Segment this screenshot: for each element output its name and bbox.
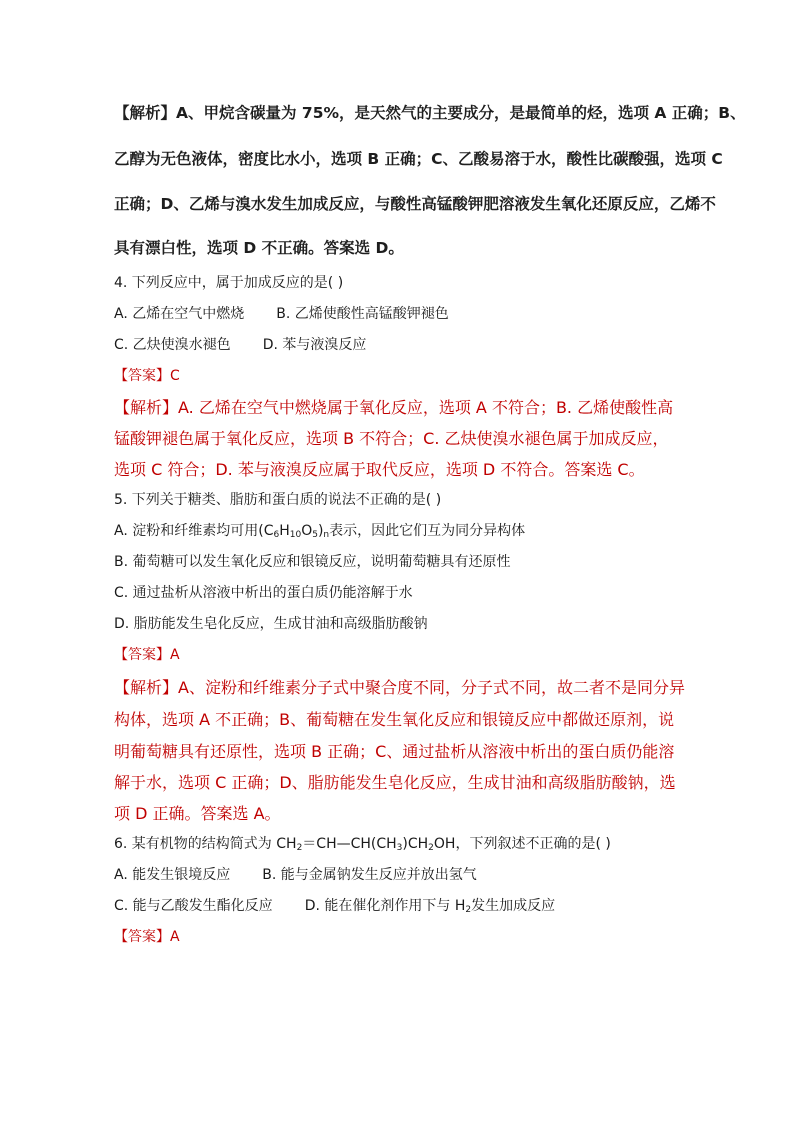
q5-analysis-line-2: 构体，选项 A 不正确；B、葡萄糖在发生氧化反应和银镜反应中都做还原剂，说	[114, 710, 675, 729]
q4-analysis-line-3: 选项 C 符合；D. 苯与液溴反应属于取代反应，选项 D 不符合。答案选 C。	[114, 460, 645, 479]
q5-answer: 【答案】A	[114, 647, 180, 663]
analysis-top-line-1	[114, 101, 746, 123]
subscript: 3	[396, 843, 403, 853]
subscript: 2	[465, 905, 472, 915]
q6-option-b: B. 能与金属钠发生反应并放出氢气	[262, 867, 477, 883]
q6-stem-text: 6. 某有机物的结构简式为 CH	[114, 836, 297, 852]
q6-stem-text: )CH	[402, 836, 429, 852]
q6-stem-text: OH，下列叙述不正确的是( )	[433, 836, 611, 852]
q6-options-ab	[114, 864, 477, 884]
q6-option-d	[305, 898, 555, 914]
q5-option-a	[114, 520, 525, 540]
subscript: 6	[273, 530, 280, 540]
q5-analysis-line-1: 【解析】A、淀粉和纤维素分子式中聚合度不同，分子式不同，故二者不是同分异	[114, 678, 685, 697]
q4-option-d: D. 苯与液溴反应	[262, 337, 367, 353]
q5-option-c: C. 通过盐析从溶液中析出的蛋白质仍能溶解于水	[114, 585, 413, 601]
q6-option-c: C. 能与乙酸发生酯化反应	[114, 898, 273, 914]
q4-option-b: B. 乙烯使酸性高锰酸钾褪色	[276, 306, 449, 322]
q6-options-cd	[114, 895, 555, 915]
subscript: n	[323, 530, 330, 540]
q5-option-a-text: O	[301, 523, 313, 539]
subscript: 10	[289, 530, 302, 540]
q6-answer: 【答案】A	[114, 929, 180, 945]
q6-option-d-text: D. 能在催化剂作用下与 H	[304, 898, 466, 914]
q4-answer: 【答案】C	[114, 368, 180, 384]
subscript: 2	[428, 843, 434, 853]
q5-option-d: D. 脂肪能发生皂化反应，生成甘油和高级脂肪酸钠	[114, 616, 428, 632]
q5-option-b: B. 葡萄糖可以发生氧化反应和银镜反应，说明葡萄糖具有还原性	[114, 554, 511, 570]
q4-option-a: A. 乙烯在空气中燃烧	[114, 306, 245, 322]
q4-option-c: C. 乙炔使溴水褪色	[114, 337, 231, 353]
subscript: 5	[312, 530, 318, 540]
q6-option-a: A. 能发生银境反应	[114, 867, 231, 883]
q5-stem: 5. 下列关于糖类、脂肪和蛋白质的说法不正确的是( )	[114, 492, 442, 508]
q4-analysis-line-2: 锰酸钾褪色属于氧化反应，选项 B 不符合；C. 乙炔使溴水褪色属于加成反应，	[114, 429, 669, 448]
analysis-text: A、甲烷含碳量为 75%，是天然气的主要成分，是最简单的烃，选项 A 正确；B、	[176, 104, 746, 122]
q5-option-a-text: H	[279, 523, 290, 539]
analysis-label: 【解析】	[114, 104, 177, 122]
q5-option-a-text: 表示，因此它们互为同分异构体	[329, 523, 526, 539]
analysis-top-line-2: 乙醇为无色液体，密度比水小，选项 B 正确；C、乙酸易溶于水，酸性比碳酸强，选项 C	[114, 150, 723, 168]
q5-analysis-line-4: 解于水，选项 C 正确；D、脂肪能发生皂化反应，生成甘油和高级脂肪酸钠，选	[114, 773, 676, 792]
q4-analysis-line-1: 【解析】A. 乙烯在空气中燃烧属于氧化反应，选项 A 不符合；B. 乙烯使酸性高	[114, 398, 674, 417]
q4-stem: 4. 下列反应中，属于加成反应的是( )	[114, 275, 344, 291]
q5-option-a-text: A. 淀粉和纤维素均可用(C	[114, 523, 274, 539]
subscript: 2	[296, 843, 303, 853]
q6-stem-text: ＝CH—CH(CH	[302, 836, 397, 852]
q4-options-cd	[114, 334, 366, 354]
q5-option-a-text: )	[317, 523, 324, 539]
analysis-top-line-4: 具有漂白性，选项 D 不正确。答案选 D。	[114, 239, 404, 257]
q4-options-ab	[114, 303, 449, 323]
q6-option-d-text: 发生加成反应	[471, 898, 556, 914]
q6-stem	[114, 833, 611, 853]
q5-analysis-line-5: 项 D 正确。答案选 A。	[114, 804, 281, 823]
q5-analysis-line-3: 明葡萄糖具有还原性，选项 B 正确；C、通过盐析从溶液中析出的蛋白质仍能溶	[114, 742, 675, 761]
analysis-top-line-3: 正确；D、乙烯与溴水发生加成反应，与酸性高锰酸钾肥溶液发生氧化还原反应，乙烯不	[114, 195, 716, 213]
